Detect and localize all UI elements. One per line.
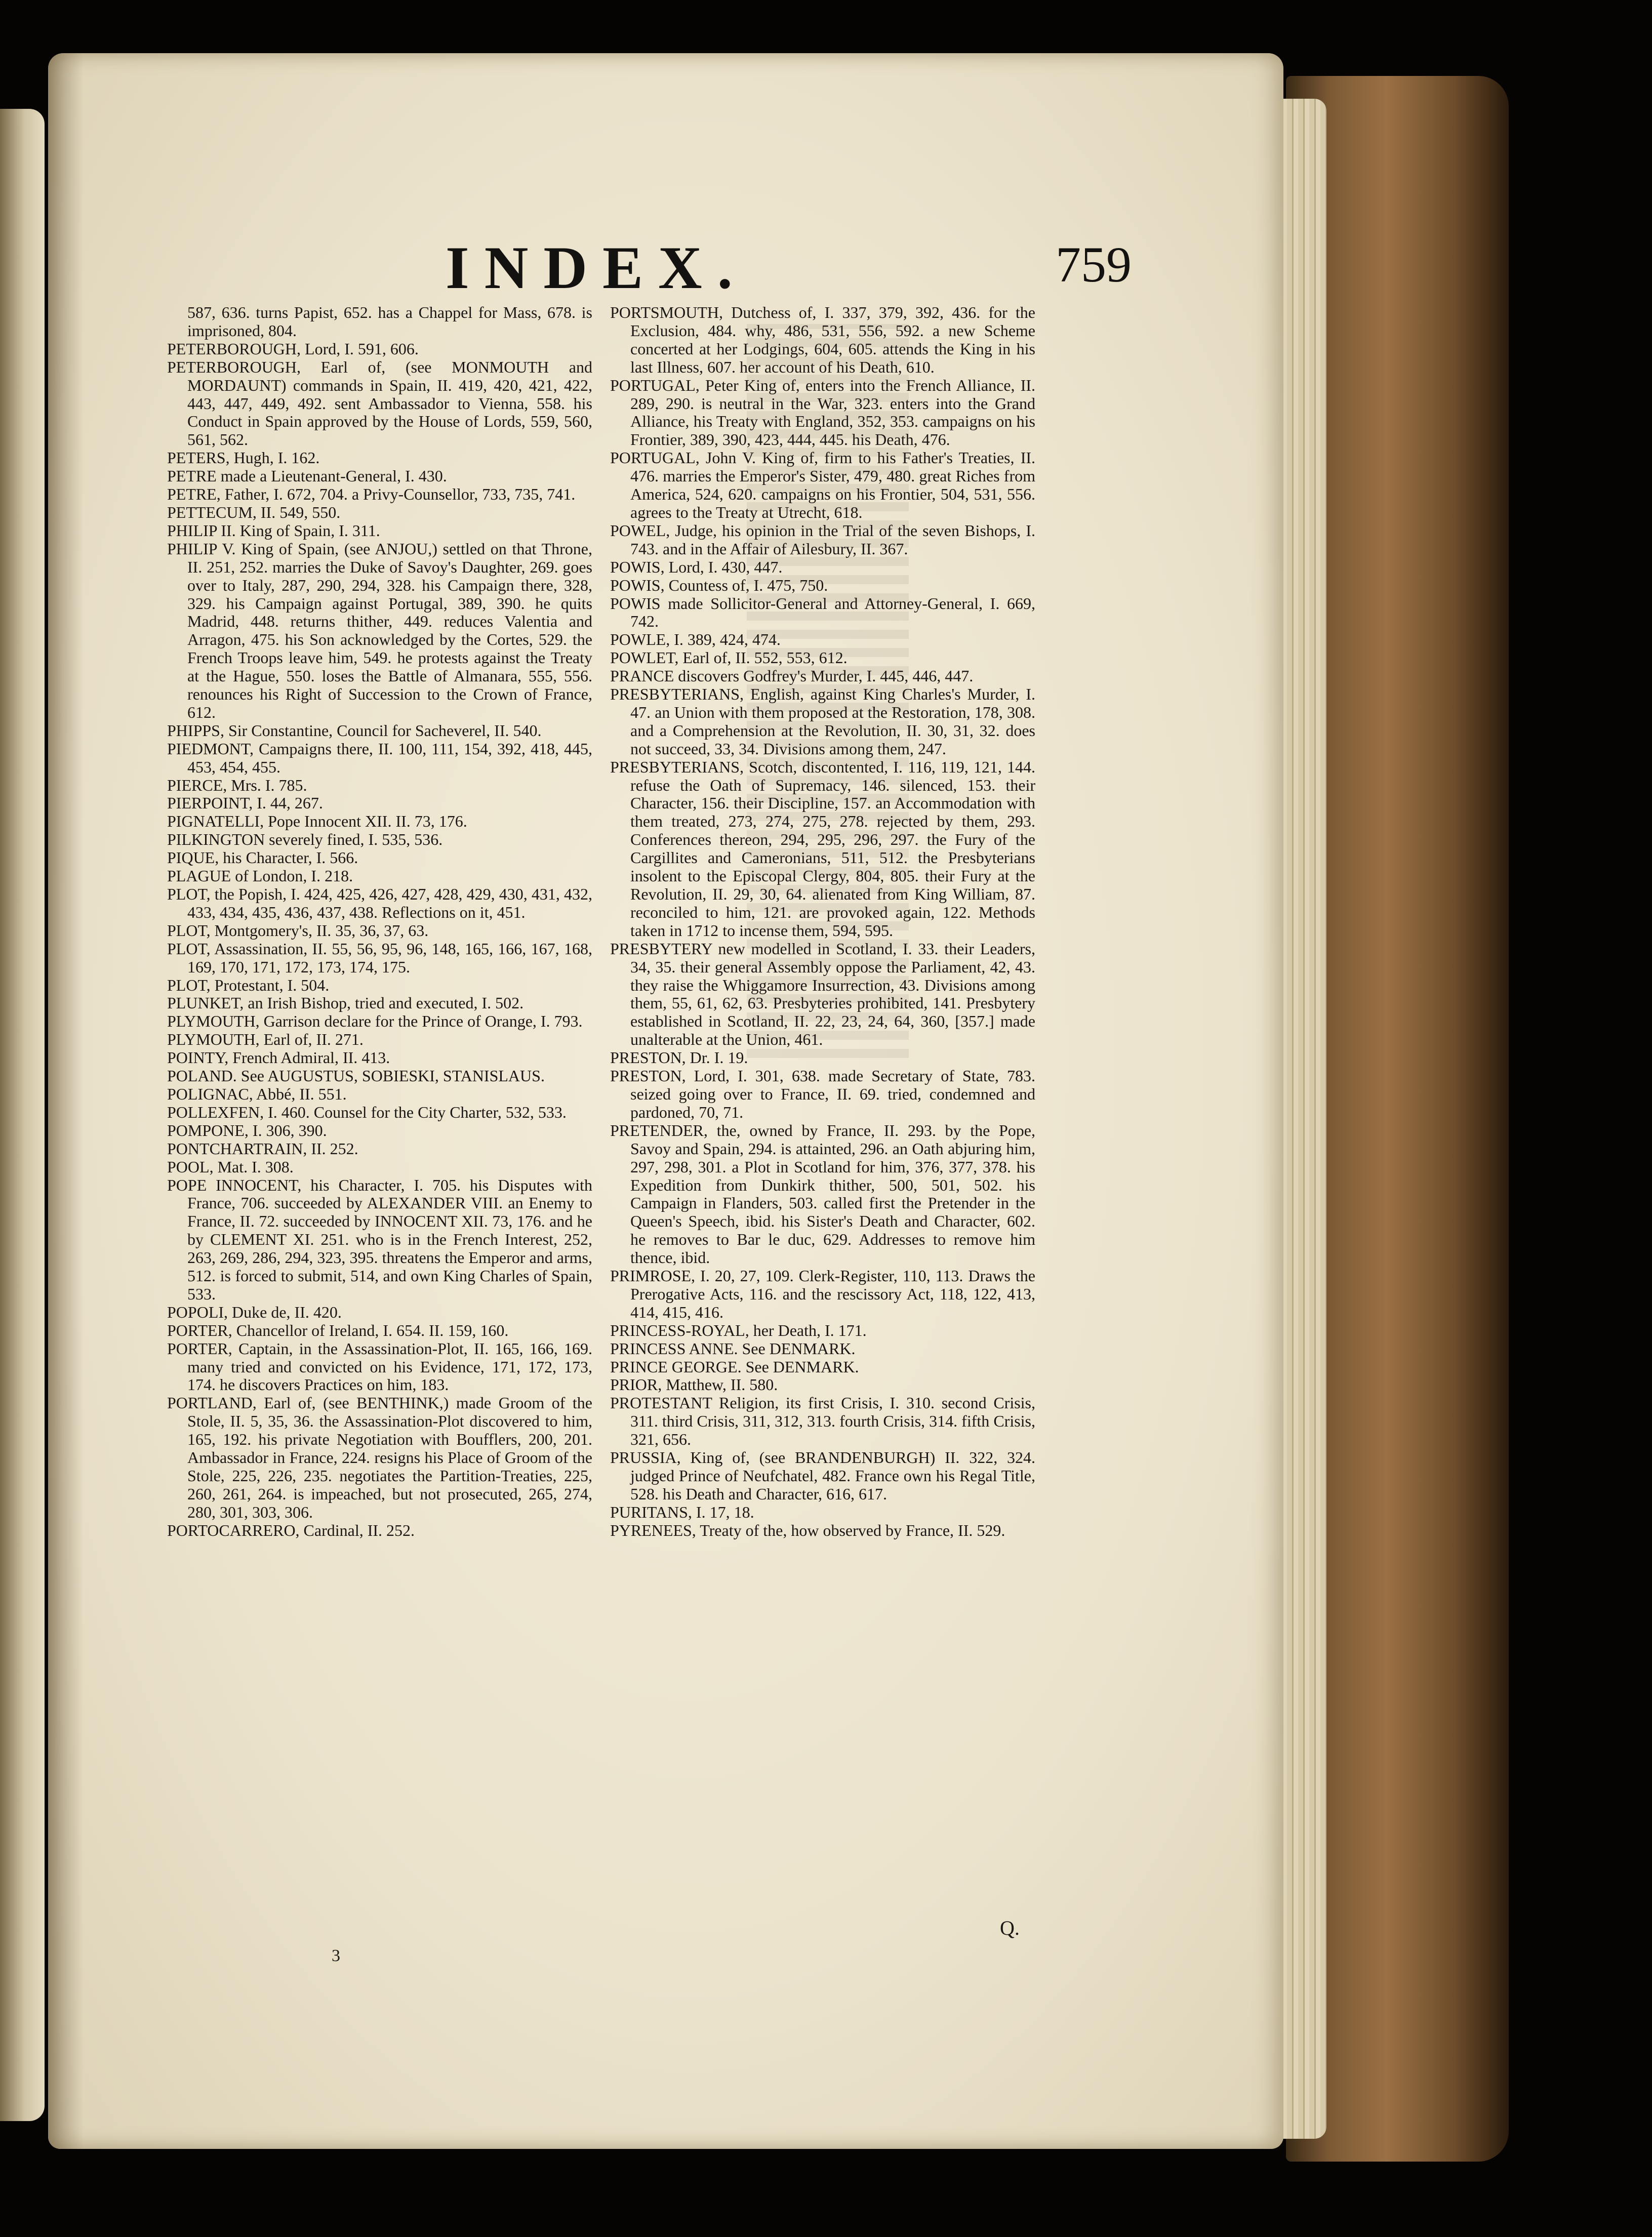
- index-entry: PIGNATELLI, Pope Innocent XII. II. 73, 176.: [167, 812, 467, 831]
- catchword: Q.: [1000, 1917, 1020, 1939]
- index-entry: PORTSMOUTH, Dutchess of, I. 337, 379, 392, 436. for the Exclusion, 484. why, 486, 531, 556, 592. a new Scheme concerted at her Lodgings, 604, 605. attends the King in his last Illness, 607. her account of his Death, 610.: [610, 303, 1035, 376]
- index-entry: PRINCE GEORGE. See DENMARK.: [610, 1357, 859, 1376]
- index-entry: PLAGUE of London, I. 218.: [167, 867, 353, 885]
- index-entry: PLOT, the Popish, I. 424, 425, 426, 427, 428, 429, 430, 431, 432, 433, 434, 435, 436, 437, 438. Reflections on it, 451.: [167, 885, 592, 921]
- index-entry: PLOT, Assassination, II. 55, 56, 95, 96, 148, 165, 166, 167, 168, 169, 170, 171, 172, 173, 174, 175.: [167, 939, 592, 976]
- index-entry: PYRENEES, Treaty of the, how observed by France, II. 529.: [610, 1521, 1005, 1539]
- index-entry: PRIMROSE, I. 20, 27, 109. Clerk-Register, 110, 113. Draws the Prerogative Acts, 116. and the rescissory Act, 118, 122, 413, 414, 415, 416.: [610, 1267, 1035, 1321]
- page-title: INDEX.: [446, 234, 748, 301]
- index-entry: POLAND. See AUGUSTUS, SOBIESKI, STANISLAUS.: [167, 1067, 545, 1085]
- index-entry: PIQUE, his Character, I. 566.: [167, 848, 358, 867]
- index-entry: PRINCESS ANNE. See DENMARK.: [610, 1339, 856, 1358]
- facing-page-edge: [0, 109, 45, 2121]
- index-entry: PETERBOROUGH, Lord, I. 591, 606.: [167, 339, 419, 358]
- index-entry: PRANCE discovers Godfrey's Murder, I. 445, 446, 447.: [610, 667, 974, 685]
- index-entry: PRESTON, Dr. I. 19.: [610, 1048, 748, 1067]
- index-entry: POWLE, I. 389, 424, 474.: [610, 630, 781, 649]
- signature-mark: 3: [332, 1946, 340, 1965]
- index-entry: POOL, Mat. I. 308.: [167, 1157, 294, 1176]
- index-entry: PETRE made a Lieutenant-General, I. 430.: [167, 467, 447, 485]
- index-entry: PLYMOUTH, Earl of, II. 271.: [167, 1030, 364, 1049]
- index-entry: POLIGNAC, Abbé, II. 551.: [167, 1084, 347, 1103]
- index-entry: PLUNKET, an Irish Bishop, tried and executed, I. 502.: [167, 994, 524, 1012]
- index-entry: POMPONE, I. 306, 390.: [167, 1121, 327, 1140]
- index-entry: PIERPOINT, I. 44, 267.: [167, 794, 323, 812]
- index-entry: PETERBOROUGH, Earl of, (see MONMOUTH and MORDAUNT) commands in Spain, II. 419, 420, 421, 422, 443, 447, 449, 492. sent Ambassador to Vienna, 558. his Conduct in Spain approved by the House of Lords, 559, 560, 561, 562.: [167, 357, 592, 449]
- index-entry: PORTER, Captain, in the Assassination-Plot, II. 165, 166, 169. many tried and convicted on his Evidence, 171, 172, 173, 174. he discovers Practices on him, 183.: [167, 1339, 592, 1394]
- index-entry: PETTECUM, II. 549, 550.: [167, 503, 341, 521]
- index-entry: PRESBYTERY new modelled in Scotland, I. 33. their Leaders, 34, 35. their general Assembly oppose the Parliament, 42, 43. they raise the Whiggamore Insurrection, 43. Divisions among them, 55, 61, 62, 63. Presbyteries prohibited, 141. Presbytery established in Scotland, II. 22, 23, 24, 64, 360, [357.] made unalterable at the Union, 461.: [610, 939, 1035, 1049]
- index-entry: POWIS, Countess of, I. 475, 750.: [610, 576, 828, 594]
- index-entry: PLYMOUTH, Garrison declare for the Prince of Orange, I. 793.: [167, 1012, 583, 1031]
- page-edges: [1276, 99, 1326, 2139]
- index-entry: POLLEXFEN, I. 460. Counsel for the City Charter, 532, 533.: [167, 1103, 567, 1121]
- index-entry: PRESBYTERIANS, Scotch, discontented, I. 116, 119, 121, 144. refuse the Oath of Supremacy, 146. silenced, 153. their Character, 156. their Discipline, 157. an Accommodation with them treated, 273, 274, 275, 278. rejected by them, 293. Conferences thereon, 294, 295, 296, 297. the Fury of the Cargillites and Cameronians, 511, 512. the Presbyterians insolent to the Episcopal Clergy, 804, 805. their Fury at the Revolution, II. 29, 30, 64. alienated from King William, 87. reconciled to him, 121. are provoked again, 122. Methods taken in 1712 to incense them, 594, 595.: [610, 757, 1035, 940]
- index-entry: PORTUGAL, Peter King of, enters into the French Alliance, II. 289, 290. is neutral in the War, 323. enters into the Grand Alliance, his Treaty with England, 352, 353. campaigns on his Frontier, 389, 390, 423, 444, 445. his Death, 476.: [610, 376, 1035, 449]
- index-entry: PHIPPS, Sir Constantine, Council for Sacheverel, II. 540.: [167, 721, 542, 740]
- index-entry: PORTLAND, Earl of, (see BENTHINK,) made Groom of the Stole, II. 5, 35, 36. the Assassination-Plot discovered to him, 165, 192. his private Negotiation with Boufflers, 200, 201. Ambassador in France, 224. resigns his Place of Groom of the Stole, 225, 226, 235. negotiates the Partition-Treaties, 225, 260, 261, 264. is impeached, but not prosecuted, 265, 274, 280, 301, 303, 306.: [167, 1394, 592, 1521]
- index-entry: PORTUGAL, John V. King of, firm to his Father's Treaties, II. 476. marries the Emperor's Sister, 479, 480. great Riches from America, 524, 620. campaigns on his Frontier, 504, 531, 556. agrees to the Treaty at Utrecht, 618.: [610, 449, 1035, 521]
- index-entry: PETERS, Hugh, I. 162.: [167, 449, 320, 467]
- index-entry: PETRE, Father, I. 672, 704. a Privy-Counsellor, 733, 735, 741.: [167, 485, 576, 504]
- index-entry: PROTESTANT Religion, its first Crisis, I. 310. second Crisis, 311. third Crisis, 311, 312, 313. fourth Crisis, 314. fifth Crisis, 321, 656.: [610, 1394, 1035, 1449]
- index-entry: POWLET, Earl of, II. 552, 553, 612.: [610, 648, 848, 667]
- page-gutter-shadow: [48, 53, 84, 2149]
- index-entry: PRINCESS-ROYAL, her Death, I. 171.: [610, 1321, 867, 1339]
- index-entry: PRETENDER, the, owned by France, II. 293. by the Pope, Savoy and Spain, 294. is attainted, 296. an Oath abjuring him, 297, 298, 301. a Plot in Scotland for him, 376, 377, 378. his Expedition from Dunkirk thither, 500, 501, 502. his Campaign in Flanders, 503. called first the Pretender in the Queen's Speech, ibid. his Sister's Death and Character, 602. he removes to Bar le duc, 629. Addresses to remove him thence, ibid.: [610, 1121, 1035, 1267]
- index-column-right: [610, 304, 1035, 1540]
- index-entry: POWEL, Judge, his opinion in the Trial of the seven Bishops, I. 743. and in the Affair of Ailesbury, II. 367.: [610, 521, 1035, 558]
- index-entry: PRESBYTERIANS, English, against King Charles's Murder, I. 47. an Union with them proposed at the Restoration, 178, 308. and a Comprehension at the Revolution, II. 30, 31, 32. does not succeed, 33, 34. Divisions among them, 247.: [610, 685, 1035, 758]
- index-entry: PILKINGTON severely fined, I. 535, 536.: [167, 830, 443, 849]
- index-entry: PLOT, Protestant, I. 504.: [167, 975, 330, 994]
- index-entry: POINTY, French Admiral, II. 413.: [167, 1048, 390, 1067]
- page-number: 759: [1056, 236, 1132, 293]
- index-entry: POWIS made Sollicitor-General and Attorney-General, I. 669, 742.: [610, 594, 1035, 631]
- index-entry: PORTER, Chancellor of Ireland, I. 654. II. 159, 160.: [167, 1321, 509, 1339]
- index-entry: PURITANS, I. 17, 18.: [610, 1502, 754, 1521]
- index-entry: PHILIP V. King of Spain, (see ANJOU,) settled on that Throne, II. 251, 252. marries the Duke of Savoy's Daughter, 269. goes over to Italy, 287, 290, 294, 328. his Campaign there, 328, 329. his Campaign against Portugal, 389, 390. he quits Madrid, 448. returns thither, 449. reduces Valentia and Arragon, 475. his Son acknowledged by the Cortes, 529. the French Troops leave him, 549. he protests against the Treaty at the Hague, 550. loses the Battle of Almanara, 555, 556. renounces his Right of Succession to the Crown of France, 612.: [167, 539, 592, 721]
- index-entry: PORTOCARRERO, Cardinal, II. 252.: [167, 1521, 415, 1539]
- index-column-left: [167, 304, 592, 1540]
- index-entry: PIEDMONT, Campaigns there, II. 100, 111, 154, 392, 418, 445, 453, 454, 455.: [167, 739, 592, 776]
- index-entry: PRESTON, Lord, I. 301, 638. made Secretary of State, 783. seized going over to France, II. 69. tried, condemned and pardoned, 70, 71.: [610, 1067, 1035, 1121]
- index-entry: PRIOR, Matthew, II. 580.: [610, 1375, 778, 1394]
- index-entry: PHILIP II. King of Spain, I. 311.: [167, 521, 380, 540]
- index-entry: POPOLI, Duke de, II. 420.: [167, 1303, 342, 1321]
- index-entry: POWIS, Lord, I. 430, 447.: [610, 557, 783, 576]
- index-entry: 587, 636. turns Papist, 652. has a Chappel for Mass, 678. is imprisoned, 804.: [187, 303, 592, 340]
- index-entry: PRUSSIA, King of, (see BRANDENBURGH) II. 322, 324. judged Prince of Neufchatel, 482. France own his Regal Title, 528. his Death and Character, 616, 617.: [610, 1448, 1035, 1503]
- index-entry: POPE INNOCENT, his Character, I. 705. his Disputes with France, 706. succeeded by ALEXANDER VIII. an Enemy to France, II. 72. succeeded by INNOCENT XII. 73, 176. and he by CLEMENT XI. 251. who is in the French Interest, 252, 263, 269, 286, 294, 323, 395. threatens the Emperor and arms, 512. is forced to submit, 514, and own King Charles of Spain, 533.: [167, 1175, 592, 1303]
- index-entry: PIERCE, Mrs. I. 785.: [167, 776, 307, 794]
- index-entry: PLOT, Montgomery's, II. 35, 36, 37, 63.: [167, 921, 429, 940]
- index-entry: PONTCHARTRAIN, II. 252.: [167, 1139, 358, 1158]
